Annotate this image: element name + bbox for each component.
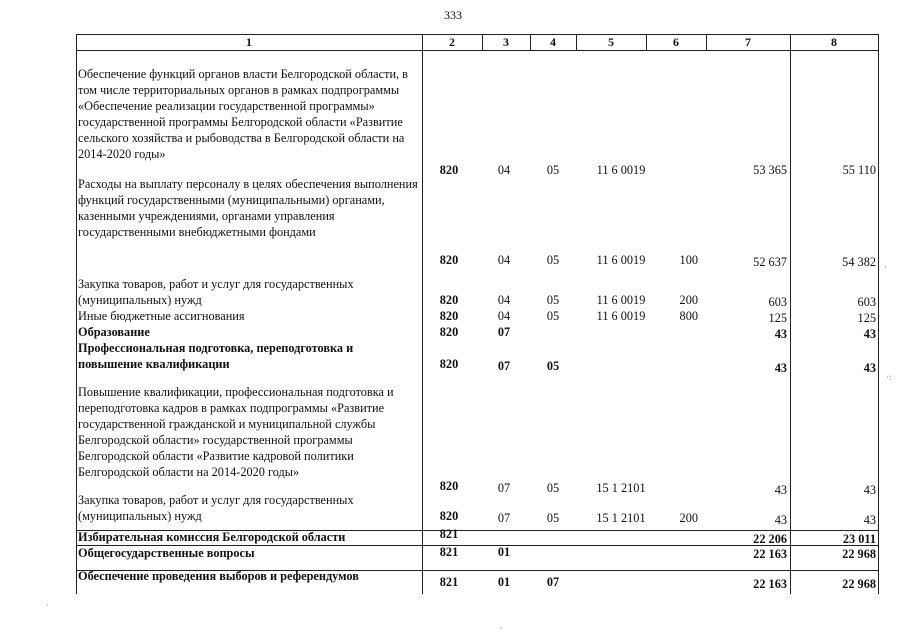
cell-section: 01 <box>497 545 511 559</box>
cell-amount-2019: 43 <box>774 483 787 497</box>
cell-amount-2019: 43 <box>774 513 787 527</box>
row-description: Профессиональная подготовка, переподготовка и повышение квалификации <box>78 341 354 371</box>
row-description: Повышение квалификации, профессиональная подготовка и переподготовка кадров в рамках подпрограммы «Развитие государственной гражданской и муниципальной службы Белгородской области» государственной программы Белгородской области «Развитие кадровой политики Белгородской области на 2014-2020 годы» <box>78 385 394 479</box>
cell-amount-2020: 43 <box>863 513 876 527</box>
cell-amount-2020: 23 011 <box>842 532 876 546</box>
scan-speck: ·: <box>886 372 892 382</box>
cell-ministry: 820 <box>439 293 459 307</box>
cell-amount-2019: 22 163 <box>753 547 787 561</box>
header-col-4: 4 <box>550 35 556 49</box>
row-description: Образование <box>78 325 150 339</box>
cell-section: 07 <box>497 481 511 495</box>
cell-ministry: 820 <box>439 479 459 493</box>
cell-amount-2020: 603 <box>857 295 876 309</box>
cell-ministry: 821 <box>439 545 459 559</box>
cell-amount-2020: 125 <box>857 311 876 325</box>
cell-amount-2019: 43 <box>774 361 787 375</box>
cell-expense-type: 100 <box>679 253 698 267</box>
cell-ministry: 821 <box>439 575 459 589</box>
row-description: Закупка товаров, работ и услуг для государственных (муниципальных) нужд <box>78 277 354 307</box>
cell-section: 04 <box>497 163 511 177</box>
cell-section: 04 <box>497 253 511 267</box>
cell-subsection: 05 <box>546 511 560 525</box>
cell-subsection: 05 <box>546 253 560 267</box>
cell-amount-2020: 22 968 <box>842 577 876 591</box>
cell-amount-2019: 125 <box>768 311 787 325</box>
header-col-5: 5 <box>608 35 614 49</box>
cell-section: 07 <box>497 359 511 373</box>
header-col-2: 2 <box>449 35 455 49</box>
row-description: Закупка товаров, работ и услуг для государственных (муниципальных) нужд <box>78 493 354 523</box>
row-description: Иные бюджетные ассигнования <box>78 309 245 323</box>
row-description: Общегосударственные вопросы <box>78 546 255 560</box>
budget-table <box>76 34 878 594</box>
row-description: Расходы на выплату персоналу в целях обеспечения выполнения функций государственными (муниципальными) органами, казенными учреждениями, органами управления государственными внебюджетными фондами <box>78 177 418 239</box>
cell-ministry: 820 <box>439 309 459 323</box>
row-description: Избирательная комиссия Белгородской области <box>78 530 346 544</box>
scan-speck: · <box>46 600 49 610</box>
scan-speck: ‵ <box>500 626 503 636</box>
cell-amount-2020: 55 110 <box>842 163 876 177</box>
cell-target-article: 11 6 0019 <box>596 253 646 267</box>
column-border <box>76 34 77 594</box>
cell-amount-2019: 53 365 <box>753 163 787 177</box>
cell-subsection: 07 <box>546 575 560 589</box>
header-separator <box>76 50 878 51</box>
cell-ministry: 820 <box>439 509 459 523</box>
column-border <box>422 34 423 594</box>
cell-expense-type: 200 <box>679 511 698 525</box>
cell-amount-2019: 43 <box>774 327 787 341</box>
header-col-3: 3 <box>503 35 509 49</box>
cell-expense-type: 800 <box>679 309 698 323</box>
cell-ministry: 821 <box>439 527 459 541</box>
cell-section: 07 <box>497 511 511 525</box>
cell-subsection: 05 <box>546 163 560 177</box>
scan-speck: · <box>884 262 887 272</box>
page-number: 333 <box>444 8 462 22</box>
cell-target-article: 15 1 2101 <box>596 481 646 495</box>
cell-amount-2020: 22 968 <box>842 547 876 561</box>
column-border <box>790 34 791 594</box>
cell-section: 04 <box>497 293 511 307</box>
cell-amount-2020: 54 382 <box>842 255 876 269</box>
cell-amount-2020: 43 <box>863 361 876 375</box>
cell-ministry: 820 <box>439 253 459 267</box>
cell-expense-type: 200 <box>679 293 698 307</box>
cell-amount-2019: 22 206 <box>753 532 787 546</box>
cell-target-article: 15 1 2101 <box>596 511 646 525</box>
cell-subsection: 05 <box>546 481 560 495</box>
cell-subsection: 05 <box>546 293 560 307</box>
cell-ministry: 820 <box>439 357 459 371</box>
cell-section: 07 <box>497 325 511 339</box>
header-col-8: 8 <box>831 35 837 49</box>
cell-amount-2020: 43 <box>863 327 876 341</box>
cell-ministry: 820 <box>439 325 459 339</box>
header-col-6: 6 <box>673 35 679 49</box>
row-description: Обеспечение проведения выборов и референдумов <box>78 569 359 583</box>
cell-target-article: 11 6 0019 <box>596 309 646 323</box>
cell-subsection: 05 <box>546 309 560 323</box>
header-col-7: 7 <box>745 35 751 49</box>
cell-section: 01 <box>497 575 511 589</box>
cell-amount-2019: 603 <box>768 295 787 309</box>
cell-amount-2019: 22 163 <box>753 577 787 591</box>
header-col-1: 1 <box>246 35 252 49</box>
row-description: Обеспечение функций органов власти Белгородской области, в том числе территориальных органов в рамках подпрограммы «Обеспечение реализации государственной программы» государственной программы Белгородской области «Развитие сельского хозяйства и рыбоводства в Белгородской области на 2014-2020 годы» <box>78 67 408 161</box>
cell-amount-2020: 43 <box>863 483 876 497</box>
cell-section: 04 <box>497 309 511 323</box>
column-border <box>878 34 879 594</box>
cell-ministry: 820 <box>439 163 459 177</box>
cell-amount-2019: 52 637 <box>753 255 787 269</box>
cell-subsection: 05 <box>546 359 560 373</box>
cell-target-article: 11 6 0019 <box>596 163 646 177</box>
cell-target-article: 11 6 0019 <box>596 293 646 307</box>
